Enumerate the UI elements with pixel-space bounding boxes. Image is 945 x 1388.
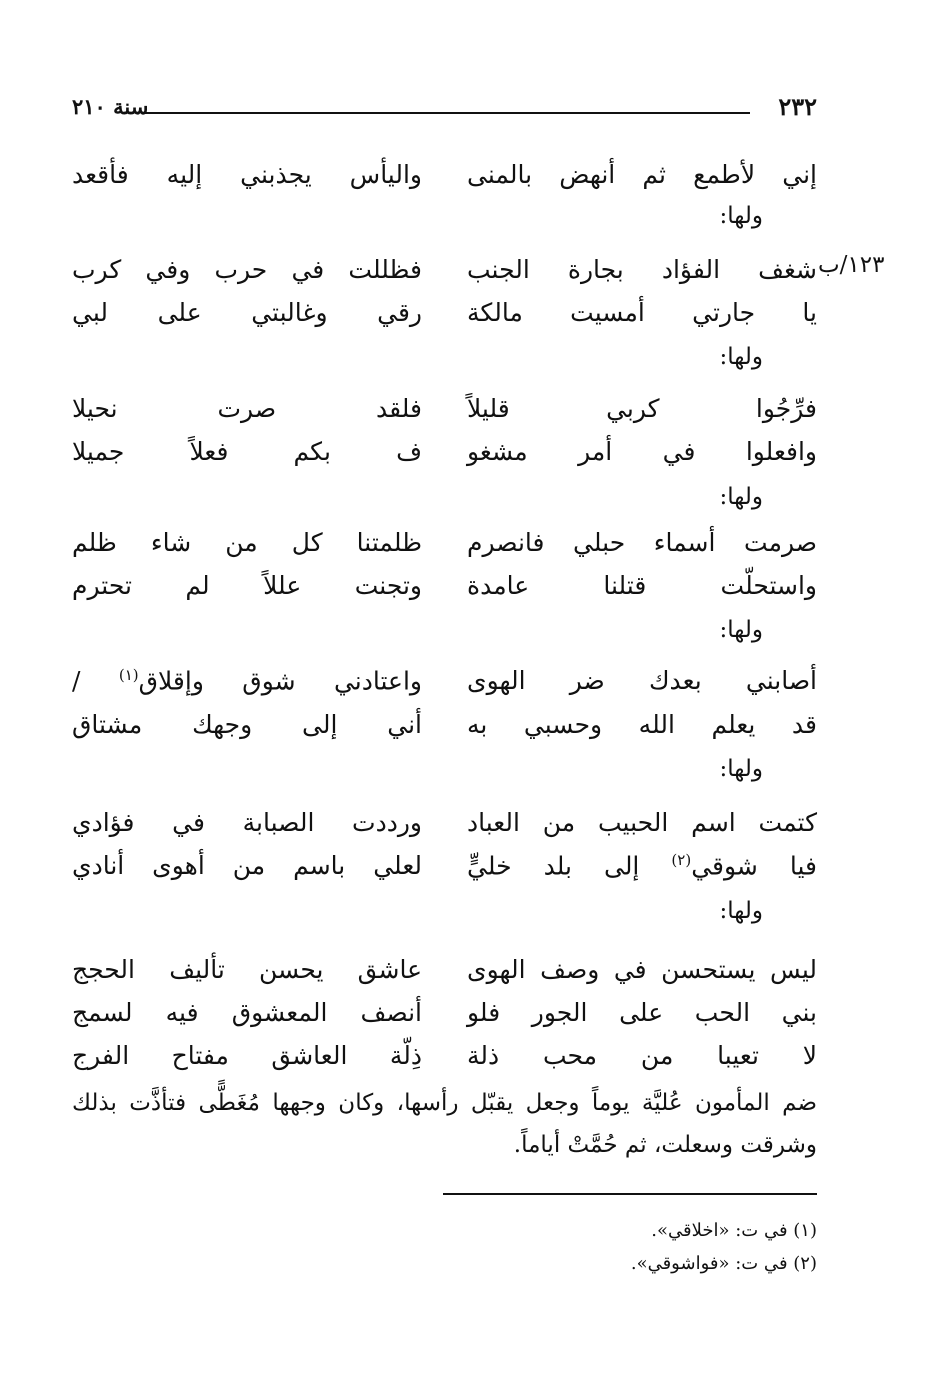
running-header-year: سنة ٢١٠ [72, 94, 149, 119]
hemistich-tail: إلى بلد خليٍّ [467, 851, 672, 881]
verse-second-hemistich: فظللت في حرب وفي كرب [72, 255, 422, 284]
verse-first-hemistich: شغف الفؤاد بجارة الجنب [467, 255, 817, 284]
verse-first-hemistich: كتمت اسم الحبيب من العباد [467, 808, 817, 837]
verse-first-hemistich: أصابني بعدك ضر الهوى [467, 666, 817, 695]
folio-margin-note: ١٢٣/ب [818, 252, 885, 278]
verse-first-hemistich: إني لأطمع ثم أنهض بالمنى [467, 160, 817, 189]
verse-intro: ولها: [719, 344, 763, 370]
footnote-marker: (٢) [671, 851, 692, 869]
footnote-rule [443, 1193, 817, 1195]
verse-first-hemistich: واستحلّت قتلنا عامدة [467, 571, 817, 600]
verse-second-hemistich: ذِلّة العاشق مفتاح الفرج [72, 1041, 422, 1070]
verse-second-hemistich: لعلي باسم من أهوى أنادي [72, 851, 422, 880]
verse-intro: ولها: [719, 203, 763, 229]
verse-second-hemistich: واليأس يجذبني إليه فأقعد [72, 160, 422, 189]
hemistich-text: فيا شوقي [691, 851, 817, 881]
verse-first-hemistich: ليس يستحسن في وصف الهوى [467, 955, 817, 984]
verse-first-hemistich: فرِّجُوا كربي قليلاً [467, 394, 817, 423]
verse-first-hemistich: وافعلوا في أمر مشغو [467, 437, 817, 466]
hemistich-text: واعتادني شوق وإقلاق [138, 666, 422, 696]
verse-first-hemistich: بني الحب على الجور فلو [467, 998, 817, 1027]
verse-second-hemistich: أني إلى وجهك مشتاق [72, 710, 422, 739]
verse-second-hemistich: ظلمتنا كل من شاء ظلم [72, 528, 422, 557]
prose-paragraph: ضم المأمون عُليَّة يوماً وجعل يقبّل رأسها، وكان وجهها مُغَطًّى فتأذَّت بذلك وشرقت وسعلت، ثم حُمَّتْ أياماً. [72, 1090, 817, 1158]
footnote-2: (٢) في ت: «فواشوقي». [630, 1253, 817, 1274]
header-rule [142, 112, 750, 114]
verse-second-hemistich: ف بكم فعلاً جميلا [72, 437, 422, 466]
verse-second-hemistich: ورددت الصبابة في فؤادي [72, 808, 422, 837]
verse-first-hemistich: يا جارتي أمسيت مالكة [467, 298, 817, 327]
verse-intro: ولها: [719, 898, 763, 924]
verse-first-hemistich: لا تعيبا من محب ذلة [467, 1041, 817, 1070]
verse-first-hemistich: صرمت أسماء حبلي فانصرم [467, 528, 817, 557]
hemistich-tail: / [72, 666, 119, 696]
footnote-marker: (١) [118, 666, 139, 684]
page-number: ٢٣٢ [778, 92, 817, 121]
footnote-1: (١) في ت: «اخلاقي». [651, 1220, 817, 1241]
verse-second-hemistich: رقي وغالبتي على لبي [72, 298, 422, 327]
verse-intro: ولها: [719, 484, 763, 510]
verse-intro: ولها: [719, 617, 763, 643]
verse-second-hemistich: فلقد صرت نحيلا [72, 394, 422, 423]
verse-first-hemistich: قد يعلم الله وحسبي به [467, 710, 817, 739]
verse-intro: ولها: [719, 756, 763, 782]
verse-first-hemistich [467, 851, 817, 880]
verse-second-hemistich [72, 666, 422, 695]
verse-second-hemistich: وتجنت عللاً لم تحترم [72, 571, 422, 600]
verse-second-hemistich: أنصف المعشوق فيه لسمج [72, 998, 422, 1027]
verse-second-hemistich: عاشق يحسن تأليف الحجج [72, 955, 422, 984]
